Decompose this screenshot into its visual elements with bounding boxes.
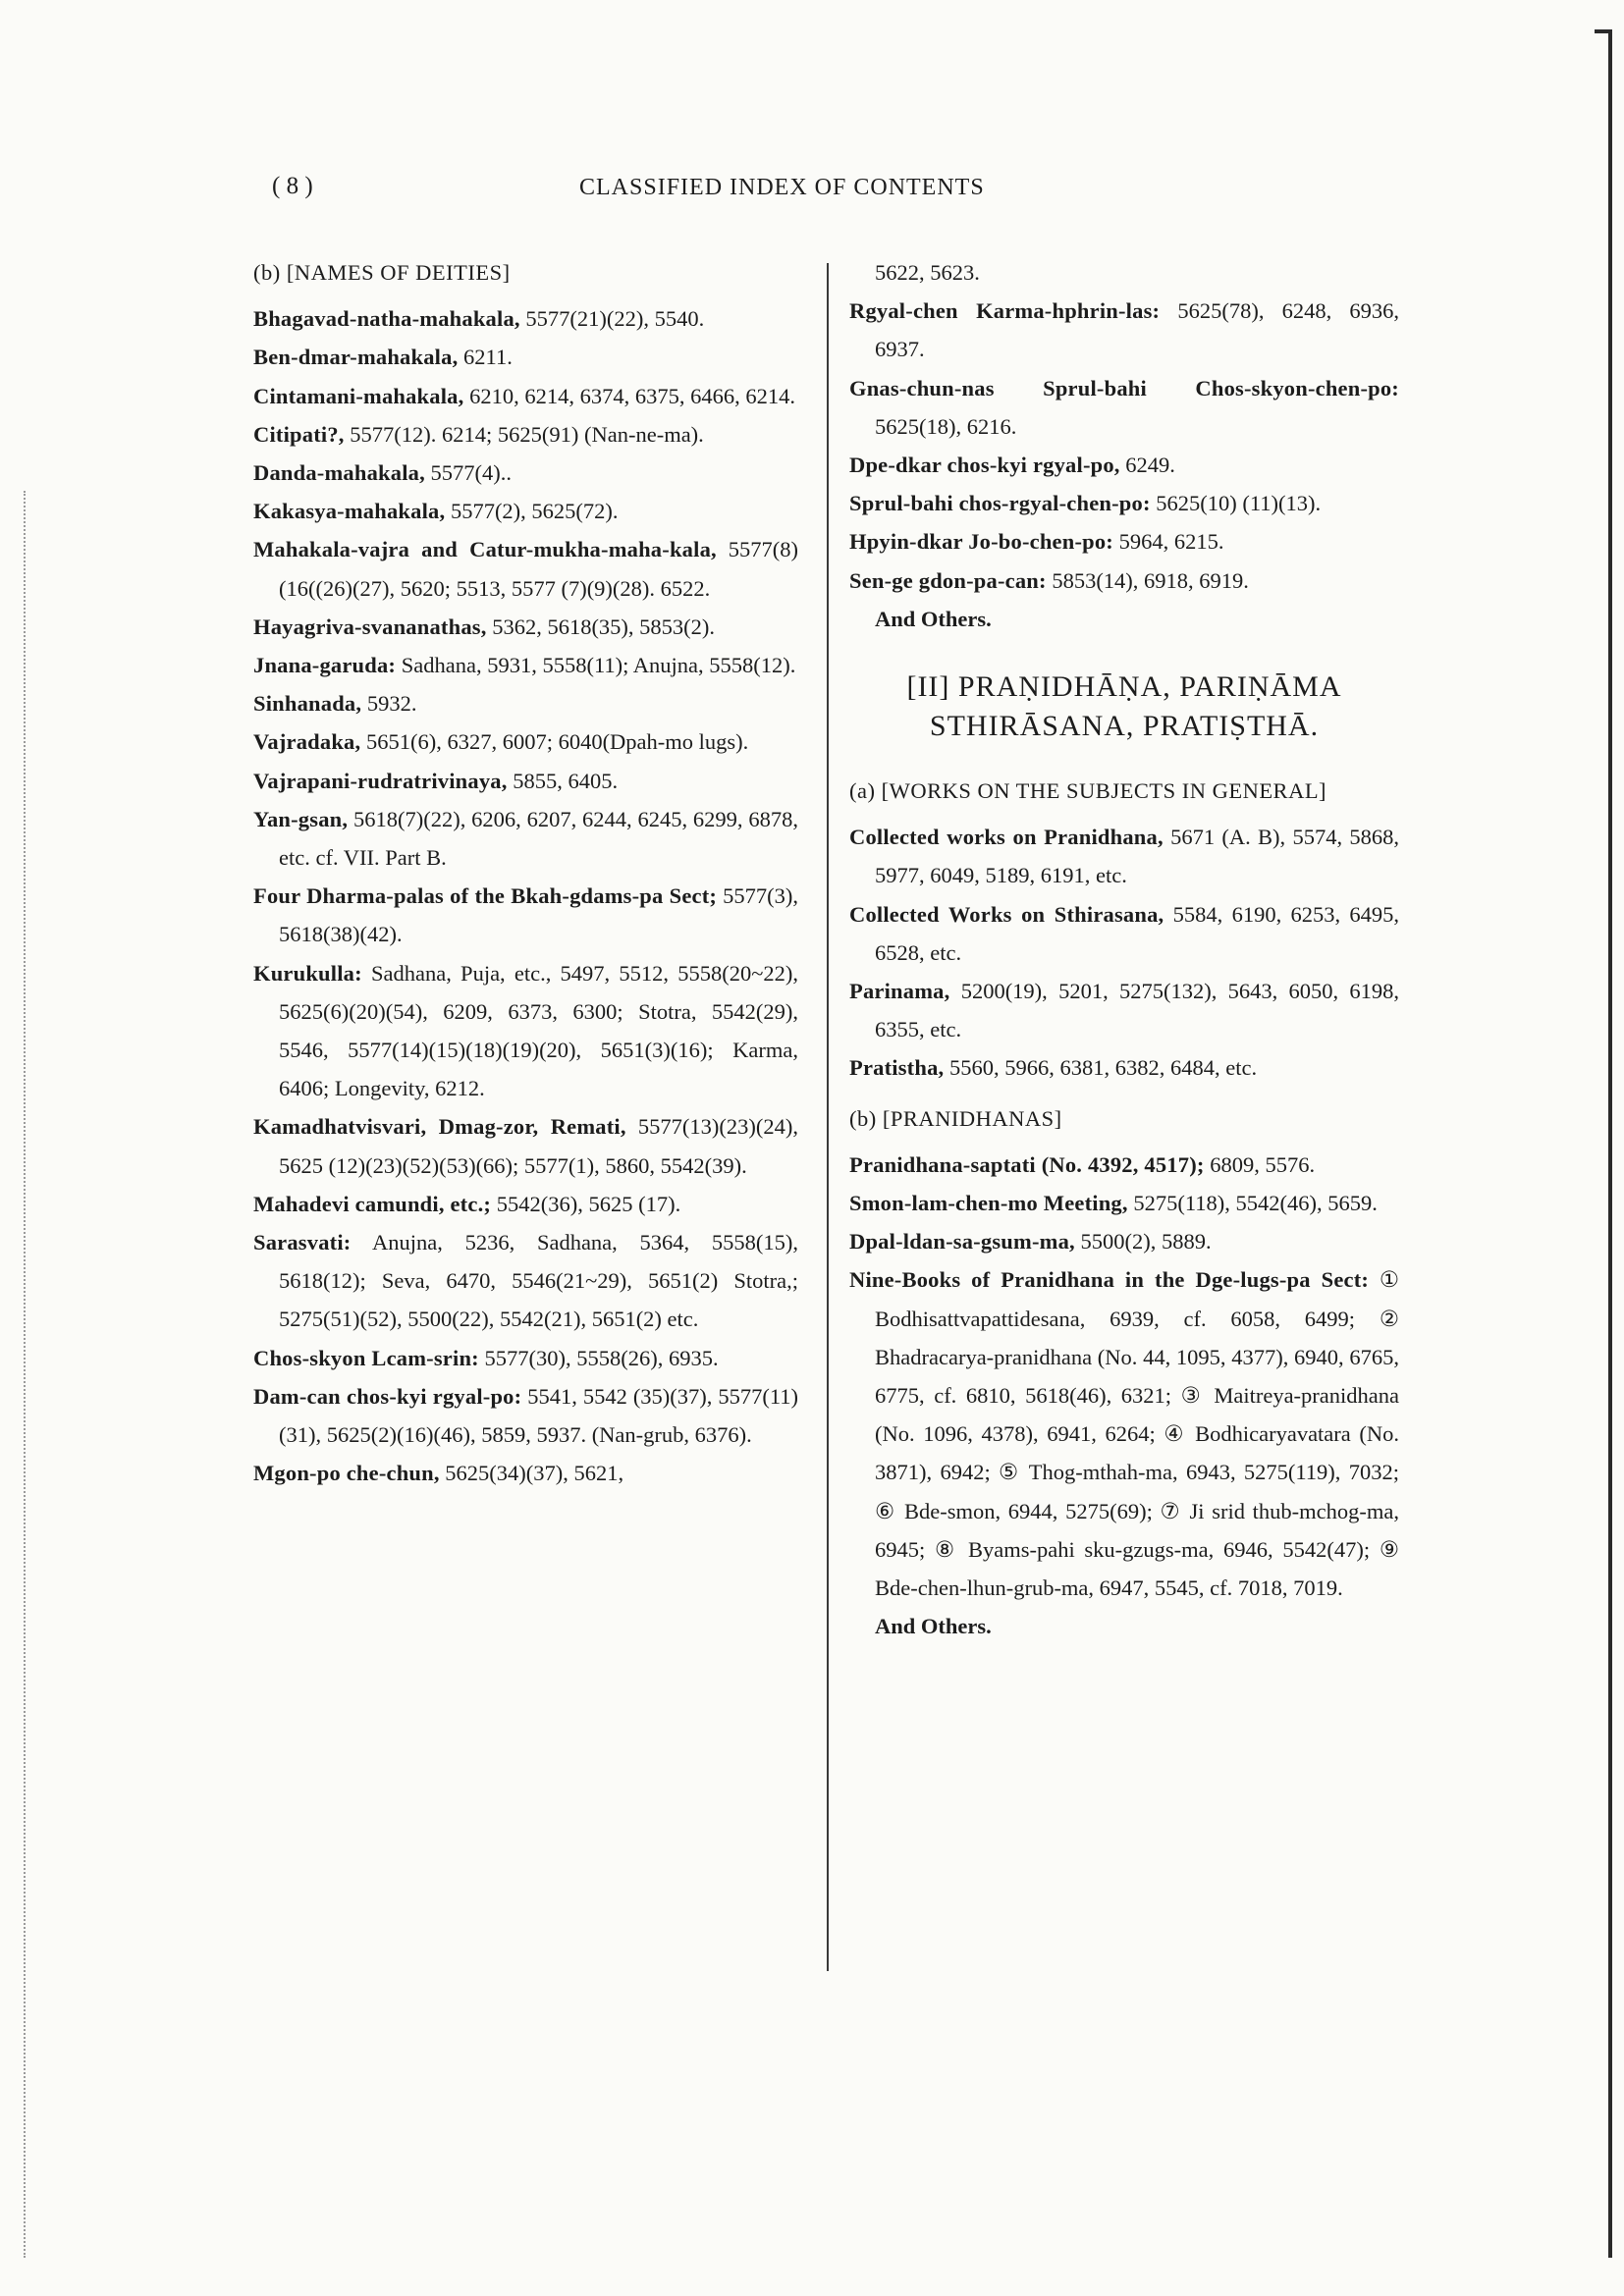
entry-refs: 5577(12). 6214; 5625(91) (Nan-ne-ma). — [350, 421, 704, 447]
entry-refs: ① Bodhisattvapattidesana, 6939, cf. 6058, 6499; ② Bhadracarya-pranidhana (No. 44, 1095, 4377), 6940, 6765, 6775, cf. 6810, 5618(46), 6321; ③ Maitreya-pranidhana (No. 1096, 4378), 6941, 6264; ④ Bodhicaryavatara (No. 3871), 6942; ⑤ Thog-mthah-ma, 6943, 5275(119), 7032; ⑥ Bde-smon, 6944, 5275(69); ⑦ Ji srid thub-mchog-ma, 6945; ⑧ Byams-pahi sku-gzugs-ma, 6946, 5542(47); ⑨ Bde-chen-lhun-grub-ma, 6947, 5545, cf. 7018, 7019. — [875, 1267, 1399, 1601]
index-entry — [849, 446, 1399, 484]
entry-term: Smon-lam-chen-mo Meeting, — [849, 1191, 1128, 1216]
index-entry — [253, 454, 798, 492]
index-entry — [253, 954, 798, 1108]
entry-refs: 5932. — [366, 691, 417, 717]
index-entry — [253, 492, 798, 530]
index-entry — [253, 762, 798, 800]
index-entry — [253, 377, 798, 415]
entry-term: Bhagavad-natha-mahakala, — [253, 306, 520, 332]
left-entries — [253, 299, 798, 1492]
and-others: And Others. — [875, 1614, 992, 1639]
entry-refs: 5625(78), 6248, 6936, 6937. — [875, 298, 1399, 362]
entry-refs: 5964, 6215. — [1118, 529, 1224, 555]
entry-refs: 5625(18), 6216. — [875, 413, 1017, 439]
index-entry — [849, 895, 1399, 972]
index-entry — [253, 415, 798, 454]
index-entry — [849, 369, 1399, 446]
index-entry — [253, 1339, 798, 1377]
index-entry — [253, 646, 798, 684]
entry-term: Parinama, — [849, 979, 950, 1004]
and-others: And Others. — [875, 606, 992, 631]
index-entry — [849, 1260, 1399, 1607]
entry-refs: 6809, 5576. — [1210, 1151, 1316, 1177]
scan-binding-edge — [1595, 0, 1624, 2296]
entry-term: Cintamani-mahakala, — [253, 383, 464, 408]
entry-term: Dpal-ldan-sa-gsum-ma, — [849, 1229, 1075, 1255]
entry-refs: 6249. — [1125, 453, 1175, 478]
entries-general-works — [849, 818, 1399, 1087]
section-title-line-2: STHIRĀSANA, PRATIṢTHĀ. — [929, 710, 1320, 743]
index-entry — [253, 877, 798, 953]
index-entry — [253, 1454, 798, 1492]
entry-refs: 5577(21)(22), 5540. — [525, 306, 705, 332]
entry-term: Dam-can chos-kyi rgyal-po: — [253, 1383, 522, 1409]
index-entry — [849, 972, 1399, 1048]
running-title: CLASSIFIED INDEX OF CONTENTS — [579, 175, 985, 200]
subheading-deities: (b) [NAMES OF DEITIES] — [253, 260, 511, 285]
index-entry — [849, 818, 1399, 894]
entries-pranidhanas — [849, 1146, 1399, 1607]
index-entry — [849, 561, 1399, 600]
entry-term: Pranidhana-saptati (No. 4392, 4517); — [849, 1151, 1205, 1177]
entry-term: Sinhanada, — [253, 691, 362, 717]
entry-term: Pratistha, — [849, 1055, 945, 1081]
entry-term: Sarasvati: — [253, 1230, 352, 1255]
index-entry — [253, 1107, 798, 1184]
entry-term: Jnana-garuda: — [253, 653, 397, 678]
index-entry — [253, 299, 798, 338]
entry-term: Ben-dmar-mahakala, — [253, 345, 459, 370]
entry-refs: 6211. — [463, 345, 513, 370]
index-entry — [253, 722, 798, 761]
section-heading — [849, 667, 1399, 746]
entry-term: Vajradaka, — [253, 729, 361, 755]
entry-term: Kamadhatvisvari, Dmag-zor, Remati, — [253, 1114, 626, 1140]
entry-refs: 5671 (A. B), 5574, 5868, 5977, 6049, 5189, 6191, etc. — [875, 825, 1399, 888]
scan-left-margin-marks — [24, 491, 27, 2258]
index-entry — [849, 1222, 1399, 1260]
entry-refs: 5651(6), 6327, 6007; 6040(Dpah-mo lugs). — [365, 729, 749, 755]
entry-refs: 5577(30), 5558(26), 6935. — [484, 1345, 719, 1370]
column-divider — [827, 263, 829, 1971]
entry-term: Mgon-po che-chun, — [253, 1461, 440, 1486]
entry-term: Kurukulla: — [253, 960, 362, 986]
entry-term: Citipati?, — [253, 421, 345, 447]
entry-term: Dpe-dkar chos-kyi rgyal-po, — [849, 453, 1120, 478]
index-entry — [849, 484, 1399, 522]
index-entry — [253, 800, 798, 877]
index-entry — [849, 292, 1399, 368]
index-entry — [849, 1048, 1399, 1087]
continuation-line: 5622, 5623. — [875, 260, 980, 285]
entry-term: Nine-Books of Pranidhana in the Dge-lugs-pa Sect: — [849, 1267, 1370, 1293]
entry-term: Sen-ge gdon-pa-can: — [849, 567, 1047, 593]
entry-refs: 5200(19), 5201, 5275(132), 5643, 6050, 6198, 6355, etc. — [875, 979, 1399, 1042]
entry-refs: 5541, 5542 (35)(37), 5577(11)(31), 5625(2)(16)(46), 5859, 5937. (Nan-grub, 6376). — [279, 1383, 799, 1448]
entry-term: Vajrapani-rudratrivinaya, — [253, 768, 508, 793]
index-entry — [253, 1223, 798, 1339]
entry-term: Four Dharma-palas of the Bkah-gdams-pa Sect; — [253, 883, 718, 909]
entry-refs: 5577(13)(23)(24), 5625 (12)(23)(52)(53)(66); 5577(1), 5860, 5542(39). — [279, 1114, 798, 1178]
entry-refs: 5542(36), 5625 (17). — [496, 1191, 681, 1216]
subheading-pranidhanas: (b) [PRANIDHANAS] — [849, 1105, 1062, 1131]
entry-term: Danda-mahakala, — [253, 460, 425, 486]
entry-term: Gnas-chun-nas Sprul-bahi Chos-skyon-chen-po: — [849, 375, 1399, 400]
entry-refs: 5577(2), 5625(72). — [450, 499, 619, 524]
entry-refs: Anujna, 5236, Sadhana, 5364, 5558(15), 5618(12); Seva, 6470, 5546(21~29), 5651(2) Stotra,; 5275(51)(52), 5500(22), 5542(21), 5651(2) etc. — [279, 1230, 798, 1332]
entry-refs: Sadhana, Puja, etc., 5497, 5512, 5558(20~22), 5625(6)(20)(54), 6209, 6373, 6300; Stotra, 5542(29), 5546, 5577(14)(15)(18)(19)(20), 5651(3)(16); Karma, 6406; Longevity, 6212. — [279, 960, 798, 1101]
right-entries-top — [849, 292, 1399, 600]
entry-term: Collected works on Pranidhana, — [849, 825, 1164, 850]
entry-term: Sprul-bahi chos-rgyal-chen-po: — [849, 491, 1151, 516]
index-entry — [849, 1184, 1399, 1222]
entry-term: Kakasya-mahakala, — [253, 499, 446, 524]
index-entry — [253, 530, 798, 607]
entry-refs: 5577(3), 5618(38)(42). — [279, 883, 798, 947]
entry-refs: 5500(2), 5889. — [1080, 1229, 1212, 1255]
entry-term: Chos-skyon Lcam-srin: — [253, 1345, 479, 1370]
entry-term: Hayagriva-svananathas, — [253, 614, 487, 639]
entry-refs: 5577(8)(16((26)(27), 5620; 5513, 5577 (7)(9)(28). 6522. — [279, 537, 798, 601]
entry-refs: Sadhana, 5931, 5558(11); Anujna, 5558(12). — [401, 653, 796, 678]
entry-term: Hpyin-dkar Jo-bo-chen-po: — [849, 529, 1114, 555]
index-entry — [253, 1185, 798, 1223]
section-title-line-1: [II] PRAṆIDHĀṆA, PARIṆĀMA — [906, 670, 1342, 704]
index-entry — [253, 1377, 798, 1454]
entry-term: Mahadevi camundi, etc.; — [253, 1191, 492, 1216]
entry-refs: 5560, 5966, 6381, 6382, 6484, etc. — [949, 1055, 1258, 1081]
left-column — [253, 253, 798, 1493]
entry-refs: 5625(34)(37), 5621, — [445, 1461, 624, 1486]
entry-term: Mahakala-vajra and Catur-mukha-maha-kala, — [253, 537, 717, 562]
entry-refs: 5855, 6405. — [513, 768, 619, 793]
index-entry — [849, 522, 1399, 561]
entry-refs: 5618(7)(22), 6206, 6207, 6244, 6245, 6299, 6878, etc. cf. VII. Part B. — [279, 806, 798, 871]
entry-refs: 5625(10) (11)(13). — [1156, 491, 1322, 516]
entry-refs: 5275(118), 5542(46), 5659. — [1133, 1191, 1378, 1216]
subheading-general-works: (a) [WORKS ON THE SUBJECTS IN GENERAL] — [849, 778, 1327, 804]
index-entry — [253, 684, 798, 722]
index-entry — [253, 608, 798, 646]
index-entry — [849, 1146, 1399, 1184]
entry-term: Collected Works on Sthirasana, — [849, 901, 1164, 927]
entry-term: Rgyal-chen Karma-hphrin-las: — [849, 298, 1161, 324]
right-column — [849, 253, 1399, 1646]
entry-refs: 5584, 6190, 6253, 6495, 6528, etc. — [875, 901, 1400, 965]
entry-refs: 5577(4).. — [430, 460, 513, 486]
entry-refs: 5362, 5618(35), 5853(2). — [492, 614, 716, 639]
index-entry — [253, 338, 798, 376]
entry-refs: 5853(14), 6918, 6919. — [1052, 567, 1249, 593]
page-number: ( 8 ) — [272, 173, 313, 199]
entry-refs: 6210, 6214, 6374, 6375, 6466, 6214. — [469, 383, 795, 408]
entry-term: Yan-gsan, — [253, 806, 349, 831]
